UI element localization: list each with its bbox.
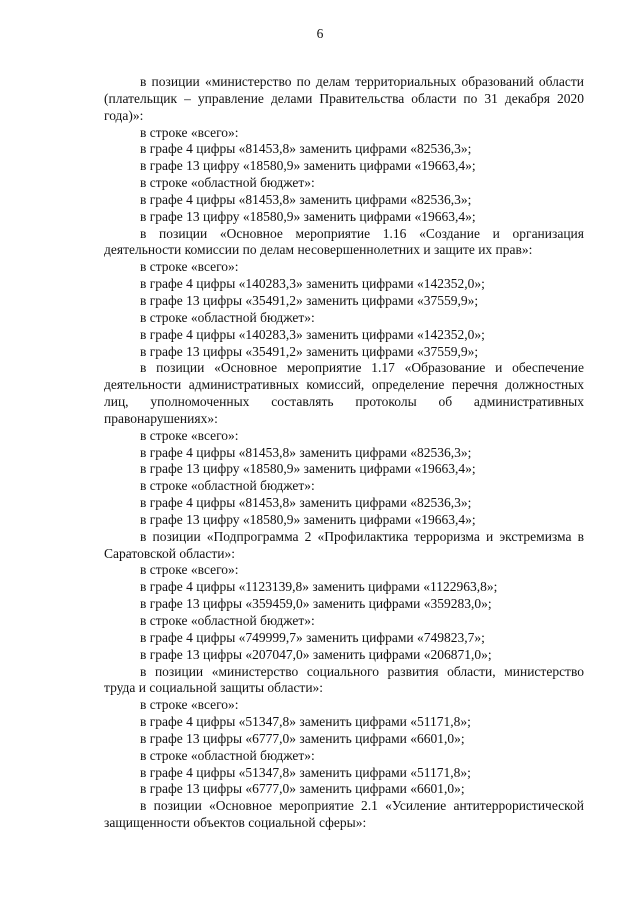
paragraph: в позиции «министерство по делам территориальных образований области (плательщик – управление делами Правительства области по 31 декабря 2020 года)»: (104, 74, 584, 123)
paragraph: в графе 13 цифру «18580,9» заменить цифрами «19663,4»; (140, 511, 476, 527)
paragraph: в строке «областной бюджет»: (140, 747, 315, 763)
paragraph: в графе 13 цифры «207047,0» заменить цифрами «206871,0»; (140, 646, 492, 662)
paragraph: в строке «областной бюджет»: (140, 613, 315, 628)
paragraph: в графе 4 цифры «140283,3» заменить цифрами «142352,0»; (140, 276, 485, 292)
paragraph: в позиции «Основное мероприятие 2.1 «Усиление антитеррористической защищенности объектов социальной сферы»: (104, 798, 584, 831)
page-number: 6 (316, 26, 324, 41)
paragraph: в строке «всего»: (140, 427, 239, 443)
document-body (104, 74, 584, 832)
paragraph: в графе 4 цифры «140283,3» заменить цифрами «142352,0»; (140, 326, 485, 342)
paragraph: в графе 4 цифры «81453,8» заменить цифрами «82536,3»; (140, 495, 472, 511)
paragraph: в графе 4 цифры «51347,8» заменить цифрами «51171,8»; (140, 714, 471, 730)
paragraph: в графе 4 цифры «81453,8» заменить цифрами «82536,3»; (140, 191, 472, 207)
paragraph: в позиции «Подпрограмма 2 «Профилактика терроризма и экстремизма в Саратовской области»: (104, 528, 584, 561)
paragraph: в графе 13 цифры «35491,2» заменить цифрами «37559,9»; (140, 343, 479, 359)
paragraph: в строке «областной бюджет»: (140, 309, 315, 325)
paragraph: в строке «областной бюджет»: (140, 478, 315, 494)
paragraph: в графе 13 цифры «35491,2» заменить цифрами «37559,9»; (140, 292, 479, 308)
paragraph: в позиции «Основное мероприятие 1.16 «Создание и организация деятельности комиссии по делам несовершеннолетних и защите их прав»: (104, 225, 584, 258)
paragraph: в строке «всего»: (140, 562, 239, 578)
paragraph: в графе 4 цифры «749999,7» заменить цифрами «749823,7»; (140, 629, 485, 645)
paragraph: в графе 13 цифры «359459,0» заменить цифрами «359283,0»; (140, 596, 492, 612)
paragraph: в графе 13 цифры «6777,0» заменить цифрами «6601,0»; (140, 781, 465, 797)
paragraph: в графе 4 цифры «51347,8» заменить цифрами «51171,8»; (140, 764, 471, 780)
paragraph: в графе 13 цифру «18580,9» заменить цифрами «19663,4»; (140, 158, 476, 174)
paragraph: в строке «всего»: (140, 259, 239, 275)
paragraph: в позиции «министерство социального развития области, министерство труда и социальной защиты области»: (104, 663, 584, 696)
paragraph: в строке «всего»: (140, 697, 239, 713)
paragraph: в строке «областной бюджет»: (140, 175, 315, 191)
paragraph: в графе 13 цифру «18580,9» заменить цифрами «19663,4»; (140, 208, 476, 224)
paragraph: в графе 4 цифры «81453,8» заменить цифрами «82536,3»; (140, 444, 472, 460)
paragraph: в графе 13 цифры «6777,0» заменить цифрами «6601,0»; (140, 730, 465, 746)
paragraph: в графе 4 цифры «81453,8» заменить цифрами «82536,3»; (140, 141, 472, 157)
paragraph: в графе 4 цифры «1123139,8» заменить цифрами «1122963,8»; (140, 579, 498, 595)
paragraph: в позиции «Основное мероприятие 1.17 «Образование и обеспечение деятельности административных комиссий, определение перечня должностных лиц, уполномоченных составлять протоколы об административных правонарушениях»: (104, 360, 584, 426)
paragraph: в строке «всего»: (140, 124, 239, 140)
paragraph: в графе 13 цифру «18580,9» заменить цифрами «19663,4»; (140, 461, 476, 477)
